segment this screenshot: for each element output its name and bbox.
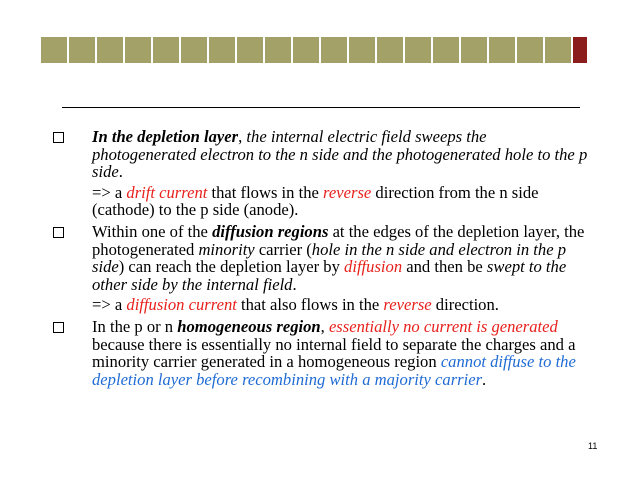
text-run: diffusion current <box>126 295 237 315</box>
text-run: at the edges of the depletion layer, the photogenerated <box>92 221 585 259</box>
header-bar-accent-segment <box>572 36 588 64</box>
text-run: cannot diffuse to the depletion layer before recombining with a majority carrier <box>92 352 576 389</box>
text-run: that flows in the <box>207 182 324 202</box>
bullet-item <box>50 223 590 293</box>
header-bar-segment <box>544 36 572 64</box>
square-bullet-icon <box>53 227 64 238</box>
bullet-item <box>50 128 590 181</box>
header-bar-segment <box>516 36 544 64</box>
text-run: => a <box>92 182 127 202</box>
header-bar-segment <box>68 36 96 64</box>
slide-body <box>50 128 590 392</box>
text-run: carrier ( <box>254 239 312 259</box>
bullet-consequence <box>50 296 590 314</box>
text-run: , <box>238 127 247 146</box>
text-run: . <box>292 274 297 294</box>
header-bar-segment <box>208 36 236 64</box>
text-run: diffusion regions <box>212 221 329 241</box>
text-run: the internal electric field sweeps the photogenerated electron to the n side and the photogenerated hole to the p side <box>92 127 588 182</box>
text-run: essentially no current is generated <box>328 316 558 336</box>
header-bar-segment <box>488 36 516 64</box>
header-divider-line <box>62 107 580 108</box>
text-run: In the depletion layer <box>92 127 239 146</box>
header-bar-segment <box>348 36 376 64</box>
text-run: that also flows in the <box>236 295 384 315</box>
text-run: Within one of the <box>92 221 213 241</box>
text-run: , <box>320 316 329 336</box>
text-run: ) can reach the depletion layer by <box>118 257 345 277</box>
text-run: homogeneous region <box>177 316 321 336</box>
header-bar-segment <box>40 36 68 64</box>
header-bar-segment <box>432 36 460 64</box>
header-bar-segment <box>320 36 348 64</box>
square-bullet-icon <box>53 132 64 143</box>
bullet-text <box>92 128 590 181</box>
header-bar-segment <box>152 36 180 64</box>
bullet-text <box>92 223 590 293</box>
text-run: reverse <box>383 295 432 315</box>
header-bar-segment <box>236 36 264 64</box>
header-bar-segment <box>460 36 488 64</box>
text-run: diffusion <box>344 257 403 277</box>
bullet-text <box>92 318 590 388</box>
text-run: because there is essentially no internal field to separate the charges and a minority carrier generated in a homogeneous region <box>92 334 576 372</box>
text-run: . <box>118 162 123 182</box>
header-bar-segment <box>180 36 208 64</box>
header-bar-segment <box>124 36 152 64</box>
header-bar-segment <box>404 36 432 64</box>
bullet-consequence <box>50 184 590 219</box>
text-run: => a <box>92 295 127 315</box>
header-bar-segment <box>96 36 124 64</box>
text-run: drift current <box>126 182 208 202</box>
page-number: 11 <box>588 441 598 451</box>
square-bullet-icon <box>53 322 64 333</box>
text-run: direction. <box>431 295 499 315</box>
header-decoration-bar <box>40 36 598 64</box>
text-run: In the p or n <box>92 316 178 336</box>
text-run: minority <box>198 239 255 259</box>
bullet-item <box>50 318 590 388</box>
header-bar-segment <box>264 36 292 64</box>
header-bar-segment <box>292 36 320 64</box>
text-run: and then be <box>402 257 487 277</box>
text-run: . <box>482 369 487 389</box>
text-run: direction from the n side (cathode) to the p side (anode). <box>92 182 539 220</box>
header-bar-segment <box>376 36 404 64</box>
text-run: swept to the other side by the internal field <box>92 257 567 294</box>
text-run: hole in the n side and electron in the p side <box>92 239 567 277</box>
text-run: reverse <box>323 182 372 202</box>
